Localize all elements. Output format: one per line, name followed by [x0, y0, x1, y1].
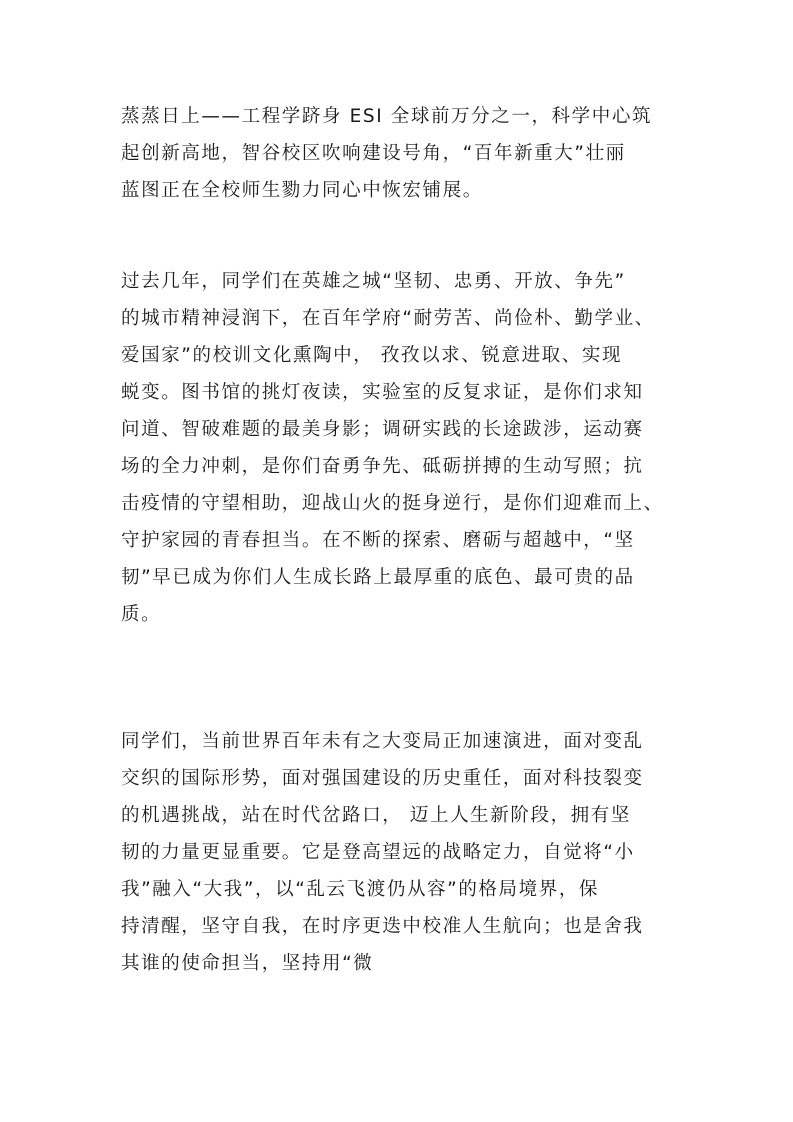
text-line: 蒸蒸日上——工程学跻身 ESI 全球前万分之一，科学中心筑	[121, 106, 653, 127]
text-line: 过去几年，同学们在英雄之城“坚韧、忠勇、开放、争先”	[121, 271, 626, 292]
text-line: 韧”早已成为你们人生成长路上最厚重的底色、最可贵的品	[121, 567, 635, 588]
text-line: 质。	[121, 604, 162, 625]
paragraph-2	[121, 263, 681, 633]
text-line: 韧的力量更显重要。它是登高望远的战略定力，自觉将“小	[121, 842, 635, 863]
paragraph-3	[121, 723, 681, 982]
paragraph-1	[121, 98, 681, 209]
text-line: 我”融入“大我”，以“乱云飞渡仍从容”的格局境界，保	[121, 879, 600, 900]
text-line: 的城市精神浸润下，在百年学府“耐劳苦、尚俭朴、勤学业、	[121, 308, 655, 329]
text-line: 问道、智破难题的最美身影；调研实践的长途跋涉，运动赛	[121, 419, 644, 440]
text-line: 持清醒，坚守自我，在时序更迭中校准人生航向；也是舍我	[121, 916, 644, 937]
text-line: 蜕变。图书馆的挑灯夜读，实验室的反复求证，是你们求知	[121, 382, 644, 403]
text-line: 蓝图正在全校师生勠力同心中恢宏铺展。	[121, 180, 483, 201]
text-line: 爱国家”的校训文化熏陶中， 孜孜以求、锐意进取、实现	[121, 345, 623, 366]
text-line: 守护家园的青春担当。在不断的探索、磨砺与超越中，“坚	[121, 530, 635, 551]
text-line: 起创新高地，智谷校区吹响建设号角，“百年新重大”壮丽	[121, 143, 626, 164]
text-line: 其谁的使命担当，坚持用“微	[121, 953, 374, 974]
text-line: 同学们，当前世界百年未有之大变局正加速演进，面对变乱	[121, 731, 644, 752]
text-line: 的机遇挑战，站在时代岔路口， 迈上人生新阶段，拥有坚	[121, 805, 631, 826]
text-line: 击疫情的守望相助，迎战山火的挺身逆行，是你们迎难而上、	[121, 493, 664, 514]
text-line: 交织的国际形势，面对强国建设的历史重任，面对科技裂变	[121, 768, 644, 789]
text-line: 场的全力冲刺，是你们奋勇争先、砥砺拼搏的生动写照；抗	[121, 456, 644, 477]
